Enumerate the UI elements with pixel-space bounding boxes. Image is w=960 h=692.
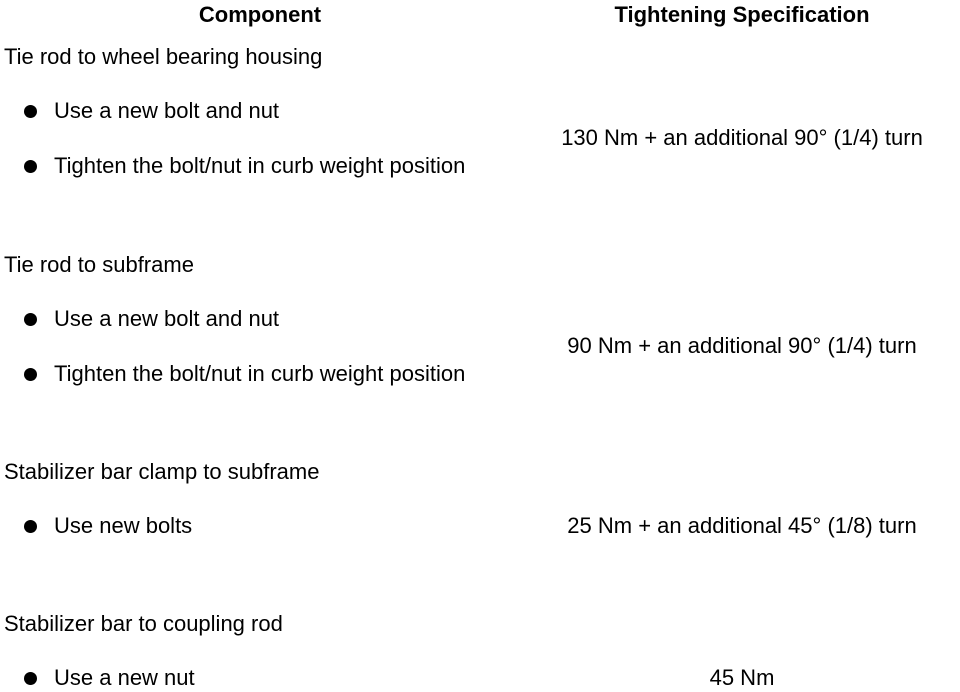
bullet-icon [24, 672, 37, 685]
bullet-icon [24, 520, 37, 533]
bullet-icon [24, 160, 37, 173]
torque-spec: 25 Nm + an additional 45° (1/8) turn [567, 513, 917, 538]
component-name: Tie rod to wheel bearing housing [4, 44, 323, 69]
bullet-icon [24, 313, 37, 326]
torque-spec: 130 Nm + an additional 90° (1/4) turn [561, 125, 923, 150]
bullet-icon [24, 368, 37, 381]
column-header-specification: Tightening Specification [614, 2, 870, 27]
note-text: Use a new nut [54, 665, 195, 690]
note-text: Use a new bolt and nut [54, 98, 280, 123]
note-text: Use a new bolt and nut [54, 306, 280, 331]
note-text: Use new bolts [54, 513, 193, 538]
note-text: Tighten the bolt/nut in curb weight position [54, 153, 466, 178]
component-name: Tie rod to subframe [4, 252, 194, 277]
component-name: Stabilizer bar clamp to subframe [4, 459, 320, 484]
column-header-component: Component [198, 2, 322, 27]
torque-spec: 90 Nm + an additional 90° (1/4) turn [567, 333, 917, 358]
bullet-icon [24, 105, 37, 118]
note-text: Tighten the bolt/nut in curb weight position [54, 361, 466, 386]
component-name: Stabilizer bar to coupling rod [4, 611, 283, 636]
torque-spec: 45 Nm [709, 665, 775, 690]
